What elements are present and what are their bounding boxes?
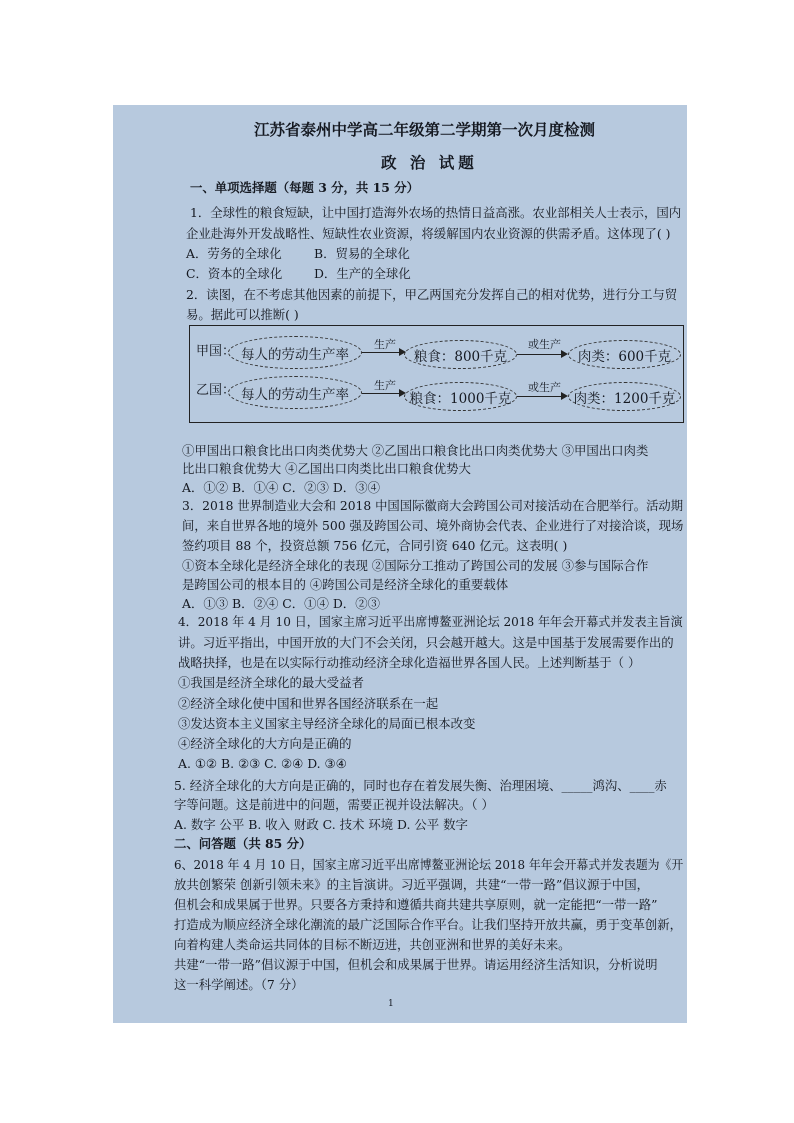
section2-heading: 二、问答题（共 85 分）: [174, 836, 312, 851]
q3-line-4: ①资本全球化是经济全球化的表现 ②国际分工推动了跨国公司的发展 ③参与国际合作: [182, 558, 649, 573]
q1-line-2: 企业赴海外开发战略性、短缺性农业资源，将缓解国内农业资源的供需矛盾。这体现了( ): [186, 226, 671, 241]
diagram-arrow-or-jia: [517, 354, 566, 355]
diagram-or-produce-label-yi: 或生产: [528, 381, 561, 394]
diagram-meat-label-jia: 肉类：600千克: [577, 348, 672, 365]
q6-line-2: 放共创繁荣 创新引领未来》的主旨演讲。习近平强调，共建“一带一路”倡议源于中国，: [174, 877, 650, 892]
q4-line-7: ④经济全球化的大方向是正确的: [178, 736, 352, 751]
q2-line-2: 易。据此可以推断( ): [186, 307, 299, 322]
q6-line-7: 这一科学阐述。（7 分）: [174, 977, 304, 992]
q3-line-2: 间，来自世界各地的境外 500 强及跨国公司、境外商协会代表、企业进行了对接洽谈，现场: [182, 518, 684, 533]
diagram-arrow-produce-yi: [362, 393, 404, 394]
diagram-arrow-produce-jia: [362, 352, 404, 353]
q2-statements-line-2: 比出口粮食优势大 ④乙国出口肉类比出口粮食优势大: [182, 461, 471, 476]
q5-line-2: 字等问题。这是前进中的问题，需要正视并设法解决。（ ）: [174, 797, 494, 812]
q4-line-5: ②经济全球化使中国和世界各国经济联系在一起: [178, 696, 439, 711]
q1-option-a: A．劳务的全球化: [186, 246, 282, 261]
exam-paper-photo: [113, 105, 687, 1023]
diagram-produce-label-jia: 生产: [374, 338, 396, 351]
q4-line-6: ③发达资本主义国家主导经济全球化的局面已根本改变: [178, 716, 476, 731]
q6-line-6: 共建“一带一路”倡议源于中国，但机会和成果属于世界。请运用经济生活知识，分析说明: [174, 957, 658, 972]
diagram-meat-oval-jia: [568, 340, 681, 369]
q6-line-3: 但机会和成果属于世界。只要各方秉持和遵循共商共建共享原则，就一定能把“一带一路”: [174, 897, 658, 912]
diagram-productivity-label-jia: 每人的劳动生产率: [241, 346, 349, 363]
q5-options: A. 数字 公平 B. 收入 财政 C. 技术 环境 D. 公平 数字: [174, 817, 468, 832]
diagram-grain-label-jia: 粮食：800千克: [413, 348, 508, 365]
section1-heading: 一、单项选择题（每题 3 分，共 15 分）: [190, 180, 419, 195]
q1-option-b: B．贸易的全球化: [314, 246, 410, 261]
q2-line-1: 2．读图，在不考虑其他因素的前提下，甲乙两国充分发挥自己的相对优势，进行分工与贸: [186, 287, 678, 302]
q4-line-4: ①我国是经济全球化的最大受益者: [178, 675, 364, 690]
diagram-productivity-oval-jia: [228, 336, 362, 369]
q4-line-3: 战略抉择，也是在以实际行动推动经济全球化造福世界各国人民。上述判断基于（ ）: [178, 655, 641, 670]
q1-option-c: C．资本的全球化: [186, 266, 283, 281]
diagram-productivity-oval-yi: [228, 376, 362, 409]
q3-options: A．①③ B．②④ C．①④ D．②③: [182, 596, 380, 611]
q2-statements-line-1: ①甲国出口粮食比出口肉类优势大 ②乙国出口粮食比出口肉类优势大 ③甲国出口肉类: [182, 443, 649, 458]
q1-option-d: D．生产的全球化: [314, 266, 411, 281]
q4-options: A. ①② B. ②③ C. ②④ D. ③④: [178, 756, 347, 771]
q6-line-1: 6、2018 年 4 月 10 日，国家主席习近平出席博鳌亚洲论坛 2018 年年会开幕式并发表题为《开: [174, 857, 684, 872]
diagram-meat-label-yi: 肉类：1200千克: [573, 390, 676, 407]
page-number: 1: [388, 999, 394, 1009]
trade-diagram: [189, 325, 684, 423]
diagram-productivity-label-yi: 每人的劳动生产率: [241, 386, 349, 403]
diagram-arrow-or-yi: [517, 396, 566, 397]
q5-line-1: 5. 经济全球化的大方向是正确的，同时也存在着发展失衡、治理困境、_____鸿沟、____赤: [174, 778, 667, 793]
q6-line-4: 打造成为顺应经济全球化潮流的最广泛国际合作平台。让我们坚持开放共赢，勇于变革创新，: [174, 917, 683, 932]
diagram-grain-oval-jia: [404, 340, 517, 369]
diagram-or-produce-label-jia: 或生产: [528, 338, 561, 351]
q2-options: A．①② B．①④ C．②③ D．③④: [182, 480, 380, 495]
diagram-produce-label-yi: 生产: [374, 379, 396, 392]
exam-subtitle: 政 治 试题: [381, 153, 478, 172]
q1-line-1: 1．全球性的粮食短缺，让中国打造海外农场的热情日益高涨。农业部相关人士表示，国内: [190, 205, 682, 220]
q4-line-2: 讲。习近平指出，中国开放的大门不会关闭，只会越开越大。这是中国基于发展需要作出的: [178, 635, 674, 650]
diagram-grain-label-yi: 粮食：1000千克: [409, 390, 512, 407]
q6-line-5: 向着构建人类命运共同体的目标不断迈进，共创亚洲和世界的美好未来。: [174, 937, 571, 952]
q3-line-3: 签约项目 88 个，投资总额 756 亿元，合同引资 640 亿元。这表明( ): [182, 538, 568, 553]
diagram-country-jia: 甲国：: [196, 344, 236, 359]
diagram-country-yi: 乙国：: [196, 383, 236, 398]
diagram-meat-oval-yi: [568, 382, 681, 411]
q4-line-1: 4．2018 年 4 月 10 日，国家主席习近平出席博鳌亚洲论坛 2018 年年会开幕式并发表主旨演: [178, 614, 683, 629]
diagram-grain-oval-yi: [404, 382, 517, 411]
q3-line-5: 是跨国公司的根本目的 ④跨国公司是经济全球化的重要载体: [182, 577, 509, 592]
exam-title: 江苏省泰州中学高二年级第二学期第一次月度检测: [254, 120, 596, 139]
q3-line-1: 3．2018 世界制造业大会和 2018 中国国际徽商大会跨国公司对接活动在合肥举行。活动期: [182, 498, 684, 513]
